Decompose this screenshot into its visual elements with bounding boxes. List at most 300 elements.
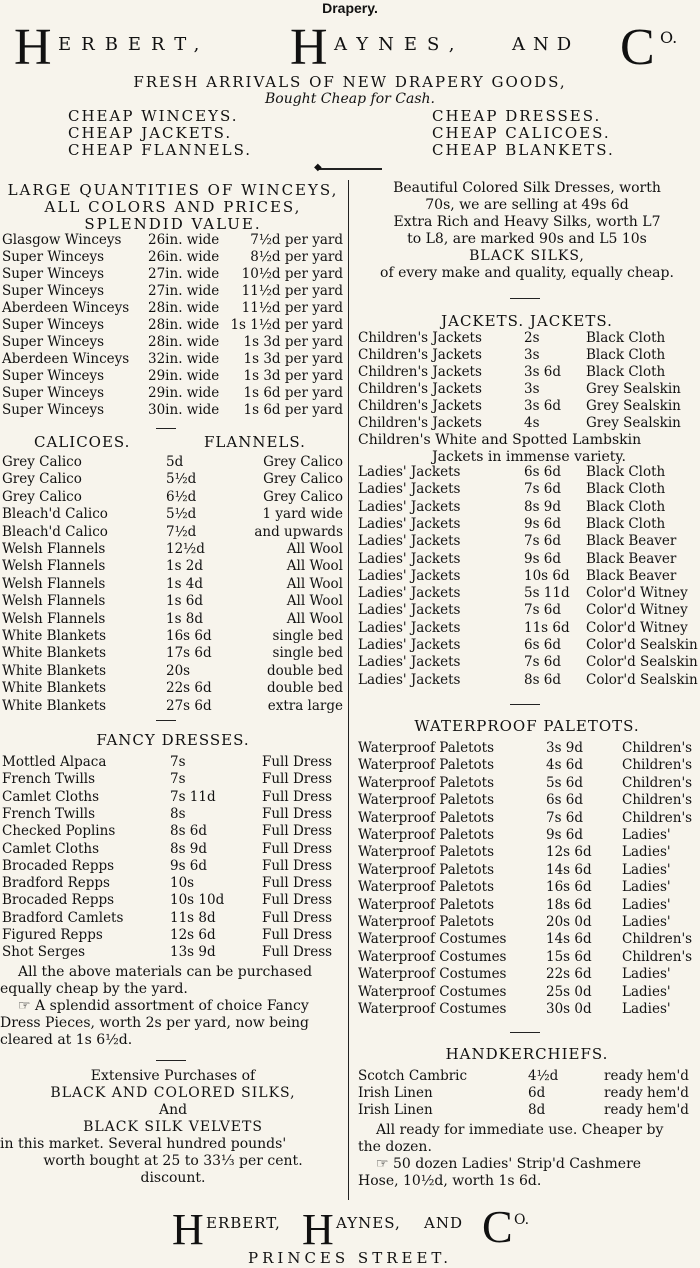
calico-row-cell: Bleach'd Calico (2, 506, 108, 523)
fancy-note-line: All the above materials can be purchased (18, 964, 313, 980)
paletot-row-cell: Waterproof Costumes (358, 931, 507, 948)
paletot-row-cell: 5s 6d (546, 774, 584, 791)
ladies-jacket-row-cell: Ladies' Jackets (358, 671, 461, 688)
wincey-row-cell: 1s 6d per yard (243, 385, 343, 401)
paletot-row-cell: 9s 6d (546, 827, 584, 843)
masthead-haynes: AYNES, (334, 34, 465, 55)
paletot-row-cell: Waterproof Paletots (358, 861, 494, 878)
cheap-item: CHEAP BLANKETS. (432, 141, 615, 159)
calico-row-cell: White Blankets (2, 697, 107, 714)
ladies-jacket-row-cell: Ladies' Jackets (358, 464, 461, 480)
silks-right-line: Beautiful Colored Silk Dresses, worth (393, 180, 661, 196)
ladies-jacket-row-cell: Ladies' Jackets (358, 481, 461, 498)
paletot-row-cell: 12s 6d (546, 844, 592, 861)
masthead-h2-initial: H (290, 19, 328, 76)
ladies-jacket-row-cell: 8s 6d (524, 671, 562, 688)
wincey-row-cell: 1s 6d per yard (243, 402, 343, 418)
paletot-row-cell: Waterproof Costumes (358, 966, 507, 983)
ladies-jacket-row-cell: Ladies' Jackets (358, 533, 461, 550)
wincey-row-cell: 1s 1½d per yard (230, 317, 343, 333)
calico-row-cell: 12½d (166, 541, 205, 557)
wincey-row-cell: 32in. wide (148, 351, 220, 367)
paletot-row-cell: Waterproof Paletots (358, 914, 494, 930)
paletot-row-cell: Children's (622, 740, 693, 756)
cheap-left-list (68, 108, 252, 159)
footer-h2-initial: H (302, 1205, 334, 1254)
fancy-splendid (0, 998, 346, 1049)
child-jacket-row-cell: Children's Jackets (358, 381, 482, 397)
wincey-row-cell: 26in. wide (148, 249, 220, 265)
wincey-row-cell: Super Winceys (2, 368, 105, 384)
fancy-row-cell: 11s 8d (170, 909, 216, 926)
calico-row-cell: Welsh Flannels (2, 541, 106, 557)
footer-and: AND (424, 1214, 463, 1232)
ladies-jacket-row-cell: Color'd Witney (586, 585, 688, 602)
calico-row-cell: All Wool (286, 593, 343, 610)
calico-row-cell: 1s 4d (166, 575, 204, 592)
pointing-hand-icon: ☞ (376, 1156, 394, 1172)
handkerchiefs-note-line: All ready for immediate use. Cheaper by (376, 1122, 664, 1138)
short-rule (510, 298, 540, 299)
ladies-jacket-row-cell: Ladies' Jackets (358, 515, 461, 532)
child-jacket-row-cell: 3s (524, 381, 540, 397)
ladies-jacket-row-cell: 9s 6d (524, 515, 562, 532)
paletot-row-cell: Waterproof Paletots (358, 879, 494, 896)
silks-left-line: in this market. Several hundred pounds' (0, 1136, 287, 1152)
cheap-item: CHEAP CALICOES. (432, 124, 611, 142)
ladies-jacket-row-cell: Ladies' Jackets (358, 585, 461, 602)
fancy-row-cell: 12s 6d (170, 927, 216, 943)
short-rule (156, 1060, 186, 1061)
paletot-row-cell: 6s 6d (546, 792, 584, 809)
handkerchiefs-note (358, 1122, 700, 1190)
child-jacket-row-cell: Black Cloth (586, 330, 666, 346)
child-jacket-row-cell: 2s (524, 330, 540, 346)
paletot-row-cell: Ladies' (622, 879, 671, 896)
cheap-item: CHEAP WINCEYS. (68, 107, 239, 125)
winceys-heading-line: ALL COLORS AND PRICES, (44, 198, 302, 216)
fancy-row-cell: 10s (170, 875, 195, 892)
masthead-and: AND (512, 34, 580, 55)
calico-row-cell: Grey Calico (2, 454, 82, 470)
handkerchiefs-heading: HANDKERCHIEFS. (445, 1045, 609, 1063)
paletot-row-cell: Ladies' (622, 1001, 671, 1017)
fancy-row-cell: Brocaded Repps (2, 892, 115, 909)
calico-row-cell: double bed (267, 680, 343, 697)
calico-row-cell: Grey Calico (2, 488, 82, 505)
wincey-row-cell: 29in. wide (148, 385, 220, 401)
masthead-herbert: ERBERT, (58, 34, 210, 55)
ladies-jacket-row-cell: Black Cloth (586, 464, 666, 480)
handkerchief-row-cell: 4½d (528, 1068, 559, 1084)
fancy-row-cell: Full Dress (262, 771, 333, 788)
ladies-jacket-row-cell: Black Cloth (586, 498, 666, 515)
wincey-row-cell: 1s 3d per yard (243, 368, 343, 384)
intro-headline: FRESH ARRIVALS OF NEW DRAPERY GOODS, (133, 73, 567, 91)
footer-herbert: ERBERT, (206, 1214, 281, 1232)
wincey-row-cell: 29in. wide (148, 368, 220, 384)
wincey-row-cell: 7½d per yard (250, 232, 343, 248)
paletot-row-cell: 22s 6d (546, 966, 592, 983)
child-jacket-row-cell: 4s (524, 415, 540, 431)
paletot-row-cell: Children's (622, 757, 693, 774)
fancy-row-cell: Bradford Camlets (2, 909, 124, 926)
ladies-jacket-row-cell: 7s 6d (524, 654, 562, 671)
calico-row-cell: 1s 8d (166, 610, 204, 627)
wincey-row-cell: 28in. wide (148, 300, 220, 316)
fancy-row-cell: Full Dress (262, 840, 333, 857)
child-jacket-row-cell: 3s (524, 347, 540, 363)
silks-right-line: BLACK SILKS, (469, 248, 585, 264)
fancy-note-line: equally cheap by the yard. (0, 981, 188, 997)
paletot-row-cell: 25s 0d (546, 983, 592, 1000)
child-jacket-row-cell: Children's Jackets (358, 364, 482, 380)
paletot-row-cell: 15s 6d (546, 948, 592, 965)
fancy-row-cell: Full Dress (262, 823, 333, 840)
cheap-item: CHEAP JACKETS. (68, 124, 233, 142)
fancy-splendid-line: cleared at 1s 6½d. (0, 1032, 133, 1048)
calico-row-cell: 22s 6d (166, 680, 212, 697)
winceys-heading (0, 182, 346, 233)
jackets-heading: JACKETS. JACKETS. (441, 312, 613, 330)
fancy-row-cell: Full Dress (262, 788, 333, 805)
ladies-jacket-row-cell: 8s 9d (524, 498, 562, 515)
fancy-splendid-line: Dress Pieces, worth 2s per yard, now being (0, 1015, 309, 1031)
wincey-row-cell: 27in. wide (148, 266, 220, 282)
silks-right-line: of every make and quality, equally cheap. (380, 265, 674, 281)
wincey-row-cell: 11½d per yard (241, 283, 343, 299)
wincey-row-cell: 1s 3d per yard (243, 334, 343, 350)
ladies-jacket-row-cell: 6s 6d (524, 464, 562, 480)
ladies-jacket-row-cell: Ladies' Jackets (358, 498, 461, 515)
masthead-o: O. (660, 28, 678, 47)
flannels-heading: FLANNELS. (204, 433, 306, 451)
fancy-row-cell: 9s 6d (170, 857, 208, 874)
calico-row-cell: White Blankets (2, 662, 107, 679)
paletot-row-cell: Children's (622, 948, 693, 965)
calico-row-cell: 1 yard wide (262, 506, 343, 523)
fancy-note (0, 964, 346, 998)
ladies-jacket-row-cell: Color'd Sealskin (586, 671, 698, 688)
paletot-row-cell: Ladies' (622, 896, 671, 913)
paletot-row-cell: Waterproof Paletots (358, 809, 494, 826)
wincey-row-cell: Super Winceys (2, 402, 105, 418)
paletot-row-cell: Waterproof Paletots (358, 844, 494, 861)
calico-row-cell: and upwards (254, 523, 343, 540)
handkerchief-row-cell: Scotch Cambric (358, 1068, 468, 1084)
calico-row-cell: Grey Calico (263, 488, 343, 505)
handkerchief-row-cell: 6d (528, 1085, 546, 1101)
silks-left-line: And (158, 1102, 188, 1118)
paletot-row-cell: Waterproof Paletots (358, 827, 494, 843)
ladies-jacket-row-cell: Ladies' Jackets (358, 567, 461, 584)
calico-row-cell: single bed (272, 628, 343, 644)
silks-right-block (354, 180, 700, 282)
paletot-row-cell: Waterproof Costumes (358, 983, 507, 1000)
silks-left-line: BLACK AND COLORED SILKS, (50, 1085, 296, 1101)
calico-row-cell: 6½d (166, 488, 197, 505)
paletot-row-cell: Ladies' (622, 861, 671, 878)
paletot-row-cell: Children's (622, 792, 693, 809)
paletot-row-cell: Waterproof Paletots (358, 792, 494, 809)
fancy-row-cell: 7s (170, 771, 186, 788)
ladies-jacket-row-cell: Color'd Witney (586, 619, 688, 636)
ladies-jacket-row-cell: Ladies' Jackets (358, 654, 461, 671)
intro-subline: Bought Cheap for Cash. (264, 91, 436, 107)
calico-row-cell: 5½d (166, 471, 197, 488)
fancy-row-cell: French Twills (2, 805, 96, 822)
paletot-row-cell: Ladies' (622, 983, 671, 1000)
calico-row-cell: Welsh Flannels (2, 558, 106, 575)
ladies-jacket-row-cell: 10s 6d (524, 567, 570, 584)
calico-row-cell: White Blankets (2, 645, 107, 662)
calico-row-cell: 1s 6d (166, 593, 204, 610)
wincey-row-cell: 28in. wide (148, 334, 220, 350)
silks-right-line: to L8, are marked 90s and L5 10s (407, 231, 647, 247)
wincey-row-cell: 10½d per yard (241, 266, 343, 282)
handkerchiefs-hose-line: 50 dozen Ladies' Strip'd Cashmere (393, 1156, 642, 1172)
masthead-h-initial: H (14, 19, 52, 76)
jackets-note-line: Jackets in immense variety. (432, 449, 626, 465)
cheap-item: CHEAP FLANNELS. (68, 141, 253, 159)
paletot-row-cell: Waterproof Costumes (358, 1001, 507, 1017)
jackets-note-line: Children's White and Spotted Lambskin (358, 432, 642, 448)
winceys-heading-line: SPLENDID VALUE. (84, 215, 262, 233)
fancy-row-cell: Mottled Alpaca (2, 754, 107, 770)
fancy-row-cell: 13s 9d (170, 944, 216, 961)
silks-right-line: Extra Rich and Heavy Silks, worth L7 (393, 214, 661, 230)
child-jacket-row-cell: Children's Jackets (358, 347, 482, 363)
wincey-row-cell: 28in. wide (148, 317, 220, 333)
ladies-jacket-row-cell: Black Beaver (586, 550, 677, 567)
paletots-heading: WATERPROOF PALETOTS. (414, 717, 640, 735)
fancy-row-cell: 10s 10d (170, 892, 225, 909)
paletot-row-cell: Waterproof Costumes (358, 948, 507, 965)
silks-left-line: Extensive Purchases of (90, 1068, 256, 1084)
footer-haynes: AYNES, (336, 1214, 401, 1232)
fancy-row-cell: Full Dress (262, 875, 333, 892)
fancy-row-cell: Bradford Repps (2, 875, 110, 892)
fancy-row-cell: 8s (170, 805, 186, 822)
wincey-row-cell: Aberdeen Winceys (2, 300, 130, 316)
paletot-row-cell: Waterproof Paletots (358, 896, 494, 913)
short-rule (510, 704, 540, 705)
calico-row-cell: All Wool (286, 610, 343, 627)
paletot-row-cell: 30s 0d (546, 1001, 592, 1017)
fancy-row-cell: 7s 11d (170, 788, 216, 805)
silks-left-line: discount. (140, 1170, 206, 1186)
calico-row-cell: 27s 6d (166, 697, 212, 714)
fancy-row-cell: Full Dress (262, 805, 333, 822)
child-jacket-row-cell: Black Cloth (586, 364, 666, 380)
child-jacket-row-cell: Grey Sealskin (586, 398, 681, 414)
calico-row-cell: 7½d (166, 523, 197, 540)
ladies-jacket-row-cell: Black Cloth (586, 515, 666, 532)
calico-row-cell: Grey Calico (263, 454, 343, 470)
calico-row-cell: 5d (166, 454, 184, 470)
handkerchiefs-hose-line: Hose, 10½d, worth 1s 6d. (358, 1173, 542, 1189)
wincey-row-cell: Super Winceys (2, 317, 105, 333)
calico-row-cell: single bed (272, 645, 343, 662)
fancy-row-cell: Camlet Cloths (2, 788, 100, 805)
paletot-row-cell: Waterproof Paletots (358, 757, 494, 774)
fancy-row-cell: Checked Poplins (2, 823, 116, 840)
paletot-row-cell: 16s 6d (546, 879, 592, 896)
ladies-jacket-row-cell: Ladies' Jackets (358, 619, 461, 636)
wincey-row-cell: Super Winceys (2, 249, 105, 265)
ladies-jacket-row-cell: Color'd Sealskin (586, 637, 698, 653)
handkerchiefs-note-line: the dozen. (358, 1139, 432, 1155)
fancy-row-cell: Camlet Cloths (2, 840, 100, 857)
ladies-jacket-row-cell: 11s 6d (524, 619, 570, 636)
calico-row-cell: All Wool (286, 558, 343, 575)
calico-row-cell: double bed (267, 662, 343, 679)
jackets-note (358, 432, 700, 466)
paletot-row-cell: Ladies' (622, 844, 671, 861)
wincey-row-cell: 27in. wide (148, 283, 220, 299)
calico-row-cell: White Blankets (2, 680, 107, 697)
child-jacket-row-cell: 3s 6d (524, 364, 562, 380)
calico-row-cell: Welsh Flannels (2, 593, 106, 610)
calico-row-cell: 17s 6d (166, 645, 212, 662)
ladies-jacket-row-cell: Black Cloth (586, 481, 666, 498)
calicoes-heading: CALICOES. (34, 433, 131, 451)
calico-row-cell: Grey Calico (263, 471, 343, 488)
wincey-row-cell: Glasgow Winceys (2, 232, 122, 248)
calico-row-cell: All Wool (286, 541, 343, 557)
calico-row-cell: 20s (166, 662, 191, 679)
calico-row-cell: 16s 6d (166, 628, 212, 644)
handkerchief-row-cell: 8d (528, 1102, 546, 1118)
ladies-jacket-row-cell: Ladies' Jackets (358, 637, 461, 653)
paletot-row-cell: 3s 9d (546, 740, 584, 756)
fancy-splendid-line: A splendid assortment of choice Fancy (35, 998, 309, 1014)
paletot-row-cell: Ladies' (622, 914, 671, 930)
footer-c: C (482, 1201, 513, 1252)
paletot-row-cell: Ladies' (622, 966, 671, 983)
wincey-row-cell: Super Winceys (2, 283, 105, 299)
calico-row-cell: 1s 2d (166, 558, 204, 575)
paletot-row-cell: 14s 6d (546, 861, 592, 878)
handkerchief-row-cell: Irish Linen (358, 1085, 433, 1101)
child-jacket-row-cell: Children's Jackets (358, 398, 482, 414)
calico-row-cell: All Wool (286, 575, 343, 592)
paletot-row-cell: Children's (622, 809, 693, 826)
handkerchief-row-cell: ready hem'd (604, 1085, 689, 1101)
ladies-jacket-row-cell: Black Beaver (586, 567, 677, 584)
footer-o: O. (514, 1212, 530, 1228)
calico-row-cell: Welsh Flannels (2, 610, 106, 627)
winceys-heading-line: LARGE QUANTITIES OF WINCEYS, (7, 181, 339, 199)
fancy-row-cell: French Twills (2, 771, 96, 788)
fancy-row-cell: 7s (170, 754, 186, 770)
ladies-jacket-row-cell: 5s 11d (524, 585, 570, 602)
child-jacket-row-cell: Black Cloth (586, 347, 666, 363)
fancy-row-cell: Full Dress (262, 909, 333, 926)
wincey-row-cell: 26in. wide (148, 232, 220, 248)
silks-left-line: worth bought at 25 to 33⅓ per cent. (43, 1153, 303, 1169)
fancy-row-cell: 8s 9d (170, 840, 208, 857)
ladies-jacket-row-cell: 7s 6d (524, 481, 562, 498)
ladies-jacket-row-cell: 9s 6d (524, 550, 562, 567)
child-jacket-row-cell: Grey Sealskin (586, 415, 681, 431)
silks-right-line: 70s, we are selling at 49s 6d (425, 197, 629, 213)
ladies-jacket-row-cell: 7s 6d (524, 602, 562, 619)
ladies-jacket-row-cell: Ladies' Jackets (358, 550, 461, 567)
paletot-row-cell: Waterproof Paletots (358, 740, 494, 756)
fancy-row-cell: Full Dress (262, 927, 333, 943)
fancy-row-cell: Full Dress (262, 857, 333, 874)
paletot-row-cell: 4s 6d (546, 757, 584, 774)
ladies-jacket-row-cell: Color'd Sealskin (586, 654, 698, 671)
pointing-hand-icon: ☞ (18, 998, 36, 1014)
wincey-row-cell: 1s 3d per yard (243, 351, 343, 367)
cheap-item: CHEAP DRESSES. (432, 107, 602, 125)
calico-row-cell: Grey Calico (2, 471, 82, 488)
paletot-row-cell: 20s 0d (546, 914, 592, 930)
short-rule (156, 428, 176, 429)
wincey-row-cell: Aberdeen Winceys (2, 351, 130, 367)
child-jacket-row-cell: Grey Sealskin (586, 381, 681, 397)
calico-row-cell: 5½d (166, 506, 197, 523)
fancy-row-cell: Full Dress (262, 892, 333, 909)
fancy-row-cell: Full Dress (262, 944, 333, 961)
paletot-row-cell: 14s 6d (546, 931, 592, 948)
calico-row-cell: Welsh Flannels (2, 575, 106, 592)
ladies-jacket-row-cell: 6s 6d (524, 637, 562, 653)
wincey-row-cell: Super Winceys (2, 334, 105, 350)
section-label: Drapery. (322, 0, 378, 16)
column-divider (348, 180, 349, 1200)
short-rule (510, 1032, 540, 1033)
fancy-row-cell: Shot Serges (2, 944, 86, 961)
handkerchief-row-cell: Irish Linen (358, 1102, 433, 1118)
paletot-row-cell: 7s 6d (546, 809, 584, 826)
handkerchief-row-cell: ready hem'd (604, 1102, 689, 1118)
calico-row-cell: extra large (267, 697, 343, 714)
fancy-row-cell: Full Dress (262, 754, 333, 770)
silks-left-line: BLACK SILK VELVETS (83, 1119, 263, 1135)
fancy-row-cell: 8s 6d (170, 823, 208, 840)
fancy-row-cell: Figured Repps (2, 927, 103, 943)
calico-row-cell: Bleach'd Calico (2, 523, 108, 540)
wincey-row-cell: 8½d per yard (250, 249, 343, 265)
ladies-jacket-row-cell: 7s 6d (524, 533, 562, 550)
silks-left-block (0, 1068, 346, 1187)
short-rule (156, 720, 176, 721)
calico-row-cell: White Blankets (2, 628, 107, 644)
ladies-jacket-row-cell: Color'd Witney (586, 602, 688, 619)
child-jacket-row-cell: Children's Jackets (358, 415, 482, 431)
paletot-row-cell: Ladies' (622, 827, 671, 843)
paletot-row-cell: Children's (622, 931, 693, 948)
fancy-heading: FANCY DRESSES. (96, 731, 250, 749)
wincey-row-cell: 30in. wide (148, 402, 220, 418)
wincey-row-cell: 11½d per yard (241, 300, 343, 316)
paletot-row-cell: Children's (622, 774, 693, 791)
ladies-jacket-row-cell: Black Beaver (586, 533, 677, 550)
handkerchief-row-cell: ready hem'd (604, 1068, 689, 1084)
cheap-right-list (432, 108, 615, 159)
child-jacket-row-cell: 3s 6d (524, 398, 562, 414)
child-jacket-row-cell: Children's Jackets (358, 330, 482, 346)
fancy-row-cell: Brocaded Repps (2, 857, 115, 874)
footer-street: PRINCES STREET. (248, 1249, 452, 1267)
wincey-row-cell: Super Winceys (2, 385, 105, 401)
wincey-row-cell: Super Winceys (2, 266, 105, 282)
footer-h-initial: H (172, 1205, 204, 1254)
ladies-jacket-row-cell: Ladies' Jackets (358, 602, 461, 619)
